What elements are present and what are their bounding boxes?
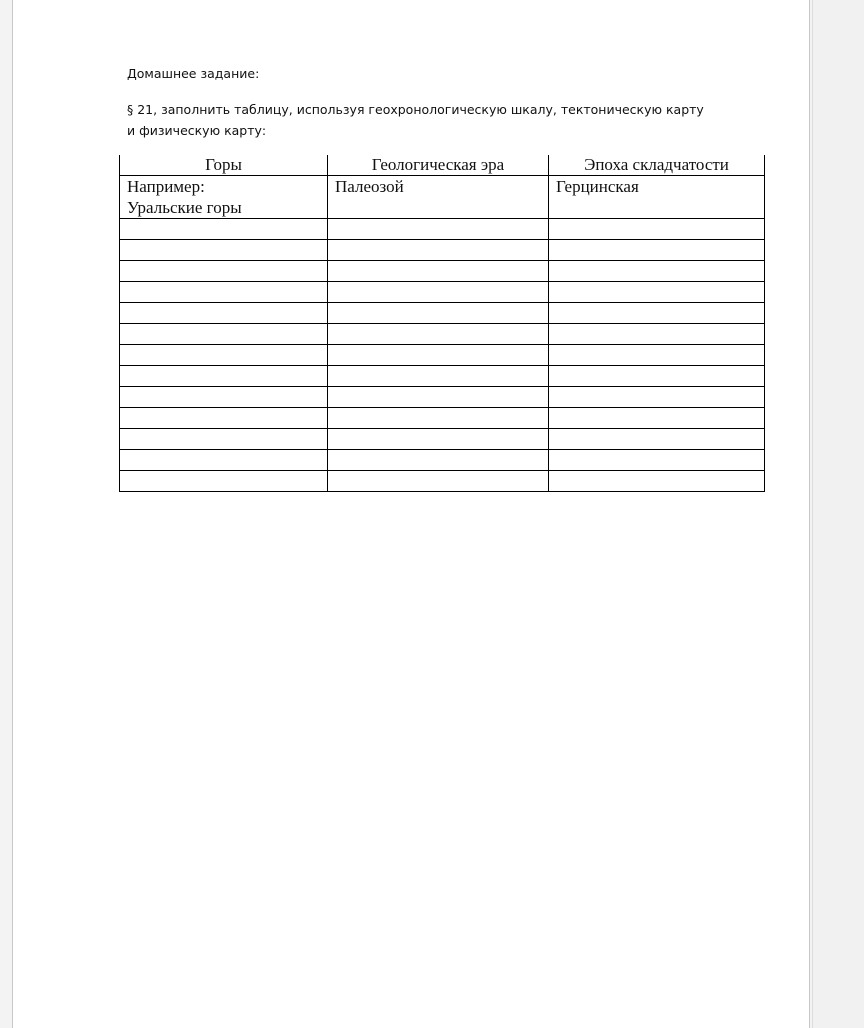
empty-era-cell[interactable] xyxy=(328,471,549,492)
empty-folding-cell[interactable] xyxy=(549,303,765,324)
table-row xyxy=(120,366,765,387)
assignment-table xyxy=(119,155,765,492)
empty-era-cell[interactable] xyxy=(328,366,549,387)
empty-era-cell[interactable] xyxy=(328,450,549,471)
document-page xyxy=(12,0,810,1028)
empty-mountains-cell[interactable] xyxy=(120,219,328,240)
example-label: Например: xyxy=(127,177,205,196)
empty-era-cell[interactable] xyxy=(328,282,549,303)
empty-folding-cell[interactable] xyxy=(549,408,765,429)
empty-folding-cell[interactable] xyxy=(549,387,765,408)
empty-era-cell[interactable] xyxy=(328,261,549,282)
empty-mountains-cell[interactable] xyxy=(120,303,328,324)
assignment-table-wrapper xyxy=(119,155,764,492)
empty-mountains-cell[interactable] xyxy=(120,408,328,429)
table-row xyxy=(120,219,765,240)
table-row xyxy=(120,324,765,345)
empty-folding-cell[interactable] xyxy=(549,240,765,261)
empty-mountains-cell[interactable] xyxy=(120,450,328,471)
table-row xyxy=(120,240,765,261)
empty-mountains-cell[interactable] xyxy=(120,261,328,282)
empty-folding-cell[interactable] xyxy=(549,261,765,282)
table-row xyxy=(120,261,765,282)
empty-era-cell[interactable] xyxy=(328,303,549,324)
header-geological-era: Геологическая эра xyxy=(328,155,549,176)
empty-mountains-cell[interactable] xyxy=(120,429,328,450)
table-row xyxy=(120,450,765,471)
empty-mountains-cell[interactable] xyxy=(120,324,328,345)
empty-mountains-cell[interactable] xyxy=(120,471,328,492)
viewer-right-gutter xyxy=(812,0,864,1028)
empty-era-cell[interactable] xyxy=(328,408,549,429)
header-mountains: Горы xyxy=(120,155,328,176)
table-row xyxy=(120,471,765,492)
table-row xyxy=(120,387,765,408)
empty-mountains-cell[interactable] xyxy=(120,345,328,366)
empty-folding-cell[interactable] xyxy=(549,366,765,387)
example-mountains-cell[interactable] xyxy=(120,176,328,219)
table-row xyxy=(120,303,765,324)
example-folding-cell[interactable]: Герцинская xyxy=(549,176,765,219)
example-row xyxy=(120,176,765,219)
empty-folding-cell[interactable] xyxy=(549,324,765,345)
header-folding-epoch: Эпоха складчатости xyxy=(549,155,765,176)
empty-era-cell[interactable] xyxy=(328,219,549,240)
table-header-row xyxy=(120,155,765,176)
example-mountain-name: Уральские горы xyxy=(127,198,242,217)
empty-folding-cell[interactable] xyxy=(549,282,765,303)
empty-mountains-cell[interactable] xyxy=(120,366,328,387)
empty-mountains-cell[interactable] xyxy=(120,282,328,303)
example-era-cell[interactable]: Палеозой xyxy=(328,176,549,219)
table-row xyxy=(120,345,765,366)
empty-folding-cell[interactable] xyxy=(549,450,765,471)
empty-mountains-cell[interactable] xyxy=(120,240,328,261)
table-row xyxy=(120,429,765,450)
empty-era-cell[interactable] xyxy=(328,345,549,366)
homework-title: Домашнее задание: xyxy=(127,66,260,81)
empty-folding-cell[interactable] xyxy=(549,471,765,492)
empty-era-cell[interactable] xyxy=(328,387,549,408)
table-row xyxy=(120,282,765,303)
empty-era-cell[interactable] xyxy=(328,429,549,450)
empty-folding-cell[interactable] xyxy=(549,345,765,366)
homework-instructions: § 21, заполнить таблицу, используя геохронологическую шкалу, тектоническую карту и физическую карту: xyxy=(127,102,704,138)
empty-era-cell[interactable] xyxy=(328,324,549,345)
empty-mountains-cell[interactable] xyxy=(120,387,328,408)
empty-folding-cell[interactable] xyxy=(549,429,765,450)
table-row xyxy=(120,408,765,429)
empty-folding-cell[interactable] xyxy=(549,219,765,240)
empty-era-cell[interactable] xyxy=(328,240,549,261)
